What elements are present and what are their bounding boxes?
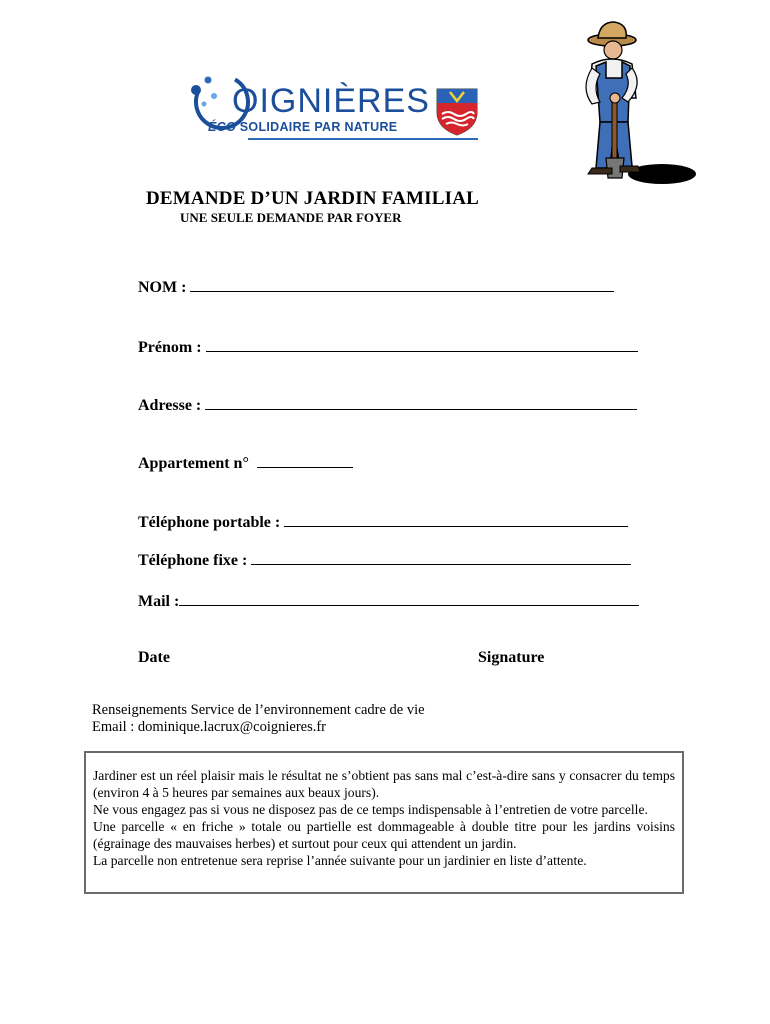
field-prenom-label: Prénom : [138,339,202,356]
notice-paragraph: Ne vous engagez pas si vous ne disposez pas de ce temps indispensable à l’entretien de votre parcelle. [93,802,648,817]
notice-paragraph: Une parcelle « en friche » totale ou partielle est dommageable à double titre pour les jardins voisins (égrainage des mauvaises herbes) et surtout pour ceux qui attendent un jardin. [93,819,675,851]
logo-tagline-rest: SOLIDAIRE PAR NATURE [239,120,398,134]
field-adresse-input[interactable] [205,395,637,410]
field-mail-input[interactable] [179,591,639,606]
field-nom [138,277,614,297]
field-mail-label: Mail : [138,593,180,610]
notice-paragraph: La parcelle non entretenue sera reprise l’année suivante pour un jardinier en liste d’attente. [93,853,587,868]
logo-wordmark: OIGNIÈRES [232,82,430,120]
field-telephone-portable-label: Téléphone portable : [138,514,281,531]
form-subtitle: UNE SEULE DEMANDE PAR FOYER [180,210,402,225]
field-telephone-fixe-input[interactable] [251,550,631,565]
field-telephone-portable [138,512,628,532]
field-adresse-label: Adresse : [138,397,202,414]
contact-service: Renseignements Service de l’environnement cadre de vie [92,702,425,718]
gardener-with-spade-icon [566,18,698,190]
field-prenom [138,337,638,357]
field-appartement-label: Appartement n° [138,455,249,472]
logo-tagline [208,120,397,134]
field-nom-input[interactable] [190,277,614,292]
date-label: Date [138,649,170,666]
field-nom-label: NOM : [138,279,187,296]
contact-email: Email : dominique.lacrux@coignieres.fr [92,719,327,735]
form-title: DEMANDE D’UN JARDIN FAMILIAL [146,188,479,209]
field-telephone-fixe-label: Téléphone fixe : [138,552,248,569]
logo-tagline-eco: ÉCO [208,120,236,134]
field-telephone-fixe [138,550,631,570]
field-prenom-input[interactable] [206,337,638,352]
logo-underline [248,138,478,140]
field-mail [138,591,639,611]
field-appartement [138,453,353,473]
signature-label: Signature [478,649,545,666]
field-adresse [138,395,637,415]
field-telephone-portable-input[interactable] [284,512,628,527]
field-appartement-input[interactable] [257,453,353,468]
notice-box [84,751,684,894]
coat-of-arms-icon [436,88,478,136]
town-logo [186,64,486,146]
notice-paragraph: Jardiner est un réel plaisir mais le résultat ne s’obtient pas sans mal c’est-à-dire sans y consacrer du temps (environ 4 à 5 heures par semaines aux beaux jours). [93,768,675,800]
